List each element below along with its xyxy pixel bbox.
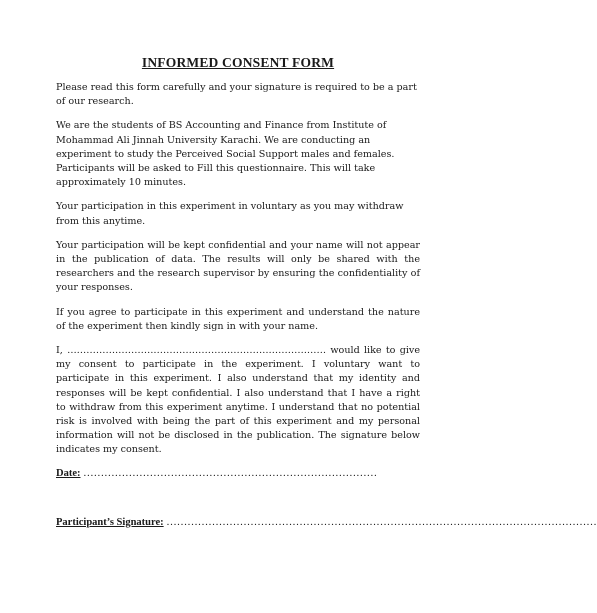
consent-form-page (56, 55, 597, 528)
signature-label: Participant’s Signature: (56, 516, 164, 528)
confidentiality-paragraph: Your participation will be kept confidential and your name will not appear in the publication of data. The results will only be shared with the researchers and the research supervisor by ensuring the confidentiality of your responses. (56, 239, 420, 294)
signature-blank: …………………………………………………………………………………………………………… (163, 516, 597, 528)
agreement-paragraph: If you agree to participate in this experiment and understand the nature of the experiment then kindly sign in with your name. (56, 306, 420, 332)
date-blank: ………………………………………………………………………… (80, 467, 378, 479)
date-field[interactable] (56, 468, 420, 479)
signature-field[interactable] (56, 516, 597, 528)
consent-statement: I, ……………………………………………………………………… would like to give my consent to participate in the experiment. I voluntary want to participate in this experiment. I also understand that my identity and responses will be kept confidential. I also understand that I have a right to withdraw from this experiment anytime. I understand that no potential risk is involved with being the part of this experiment and my personal information will not be disclosed in the publication. The signature below indicates my consent. (56, 345, 420, 456)
form-title: INFORMED CONSENT FORM (141, 55, 335, 70)
intro-paragraph: Please read this form carefully and your signature is required to be a part of our research. (56, 82, 417, 108)
study-description-paragraph: We are the students of BS Accounting and Finance from Institute of Mohammad Ali Jinnah University Karachi. We are conducting an experiment to study the Perceived Social Support males and females. Participants will be asked to Fill this questionnaire. This will take approximately 10 minutes. (56, 120, 395, 189)
voluntary-paragraph: Your participation in this experiment in voluntary as you may withdraw from this anytime. (56, 201, 404, 227)
date-label: Date: (56, 467, 81, 479)
